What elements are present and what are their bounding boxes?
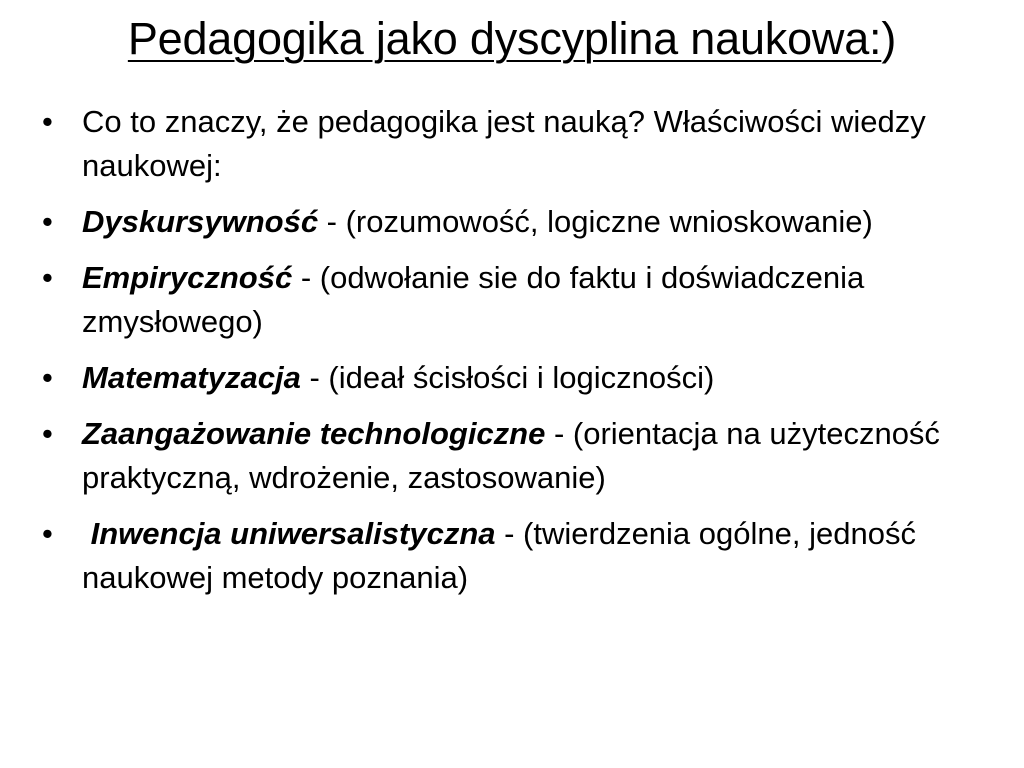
bullet-icon: • <box>42 104 53 139</box>
bullet-icon: • <box>42 260 53 295</box>
bullet-text: - (rozumowość, logiczne wnioskowanie) <box>318 204 873 239</box>
bullet-item <box>42 412 992 500</box>
bullet-item <box>42 512 992 600</box>
bullet-text: - (ideał ścisłości i logiczności) <box>300 360 715 395</box>
bullet-icon: • <box>42 516 53 551</box>
slide-title-underlined: Pedagogika jako dyscyplina naukowa: <box>127 13 882 64</box>
bullet-item <box>42 100 992 188</box>
bullet-icon: • <box>42 416 53 451</box>
bullet-text: - (odwołanie sie do faktu i doświadczenia zmysłowego) <box>82 260 865 339</box>
bullet-text: - (twierdzenia ogólne, jedność naukowej metody poznania) <box>82 516 916 595</box>
bullet-text: Co to znaczy, że pedagogika jest nauką? Właściwości wiedzy naukowej: <box>82 104 926 183</box>
bullet-item <box>42 200 992 244</box>
bullet-list <box>42 100 992 612</box>
bullet-term: Inwencja uniwersalistyczna <box>82 516 496 551</box>
bullet-item <box>42 256 992 344</box>
bullet-icon: • <box>42 204 53 239</box>
bullet-term: Zaangażowanie technologiczne <box>82 416 546 451</box>
bullet-icon: • <box>42 360 53 395</box>
bullet-term: Matematyzacja <box>82 360 301 395</box>
bullet-text: - (orientacja na użyteczność praktyczną, wdrożenie, zastosowanie) <box>82 416 940 495</box>
bullet-term: Dyskursywność <box>82 204 319 239</box>
slide-title-rest: ) <box>881 13 897 64</box>
slide-title <box>0 8 1024 70</box>
bullet-item <box>42 356 992 400</box>
bullet-term: Empiryczność <box>82 260 293 295</box>
